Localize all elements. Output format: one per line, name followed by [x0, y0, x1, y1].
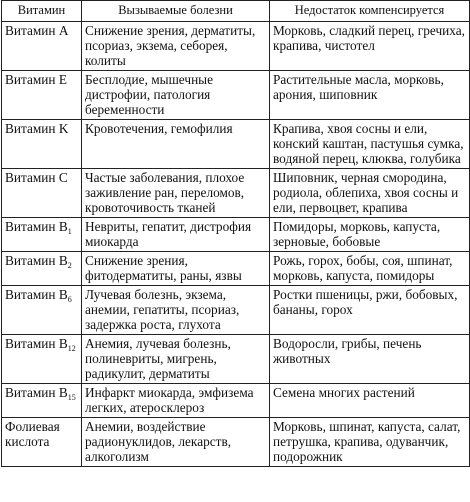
sources-cell: Ростки пшеницы, ржи, бобовых, бананы, горох [270, 286, 470, 335]
vitamin-name: Фолиевая кислота [5, 419, 60, 449]
vitamin-subscript: 6 [67, 295, 72, 304]
vitamin-subscript: 12 [67, 344, 76, 353]
vitamin-name: Витамин A [5, 23, 69, 38]
vitamin-name: Витамин B [5, 219, 68, 234]
table-row [2, 252, 470, 286]
vitamin-subscript: 2 [67, 261, 72, 270]
table-row [2, 335, 470, 384]
table-row [2, 418, 470, 467]
vitamin-name: Витамин B [5, 253, 68, 268]
header-row [2, 1, 470, 22]
header-sources: Недостаток компенсируется [270, 1, 470, 22]
sources-cell: Рожь, горох, бобы, соя, шпинат, морковь, капуста, помидоры [270, 252, 470, 286]
diseases-cell: Частые заболевания, плохое заживление ран, переломов, кровоточивость тканей [82, 169, 270, 218]
vitamin-name: Витамин C [5, 170, 68, 185]
vitamin-name-cell [2, 71, 82, 120]
vitamin-name-cell [2, 218, 82, 252]
sources-cell: Растительные масла, морковь, арония, шиповник [270, 71, 470, 120]
vitamin-name: Витамин B [5, 385, 68, 400]
sources-cell: Морковь, шпинат, капуста, салат, петрушка, крапива, одуванчик, подорожник [270, 418, 470, 467]
diseases-cell: Кровотечения, гемофилия [82, 120, 270, 169]
table-row [2, 384, 470, 418]
vitamin-name: Витамин K [5, 121, 69, 136]
vitamin-subscript: 1 [67, 227, 72, 236]
table-row [2, 71, 470, 120]
table-row [2, 218, 470, 252]
vitamin-name-cell [2, 252, 82, 286]
vitamin-name-cell [2, 22, 82, 71]
sources-cell: Шиповник, черная смородина, родиола, облепиха, хвоя сосны и ели, первоцвет, крапива [270, 169, 470, 218]
sources-cell: Морковь, сладкий перец, гречиха, крапива, чистотел [270, 22, 470, 71]
diseases-cell: Невриты, гепатит, дистрофия миокарда [82, 218, 270, 252]
vitamin-name-cell [2, 384, 82, 418]
vitamin-name-cell [2, 335, 82, 384]
vitamin-table [1, 0, 470, 467]
header-diseases: Вызываемые болезни [82, 1, 270, 22]
diseases-cell: Снижение зрения, фитодерматиты, раны, язвы [82, 252, 270, 286]
sources-cell: Водоросли, грибы, печень животных [270, 335, 470, 384]
header-vitamin: Витамин [2, 1, 82, 22]
diseases-cell: Лучевая болезнь, экзема, анемии, гепатиты, псориаз, задержка роста, глухота [82, 286, 270, 335]
vitamin-name-cell [2, 120, 82, 169]
diseases-cell: Снижение зрения, дерматиты, псориаз, экзема, себорея, колиты [82, 22, 270, 71]
diseases-cell: Анемии, воздействие радионуклидов, лекарств, алкоголизм [82, 418, 270, 467]
vitamin-name: Витамин B [5, 336, 68, 351]
sources-cell: Помидоры, морковь, капуста, зерновые, бобовые [270, 218, 470, 252]
sources-cell: Семена многих растений [270, 384, 470, 418]
vitamin-name: Витамин E [5, 72, 67, 87]
diseases-cell: Инфаркт миокарда, эмфизема легких, атеросклероз [82, 384, 270, 418]
table-row [2, 169, 470, 218]
sources-cell: Крапива, хвоя сосны и ели, конский каштан, пастушья сумка, водяной перец, клюква, голубика [270, 120, 470, 169]
table-row [2, 22, 470, 71]
table-row [2, 120, 470, 169]
table-row [2, 286, 470, 335]
vitamin-name-cell [2, 286, 82, 335]
diseases-cell: Анемия, лучевая болезнь, полиневриты, мигрень, радикулит, дерматиты [82, 335, 270, 384]
vitamin-name-cell [2, 418, 82, 467]
vitamin-name: Витамин B [5, 287, 68, 302]
diseases-cell: Бесплодие, мышечные дистрофии, патология беременности [82, 71, 270, 120]
vitamin-subscript: 15 [67, 393, 76, 402]
vitamin-name-cell [2, 169, 82, 218]
